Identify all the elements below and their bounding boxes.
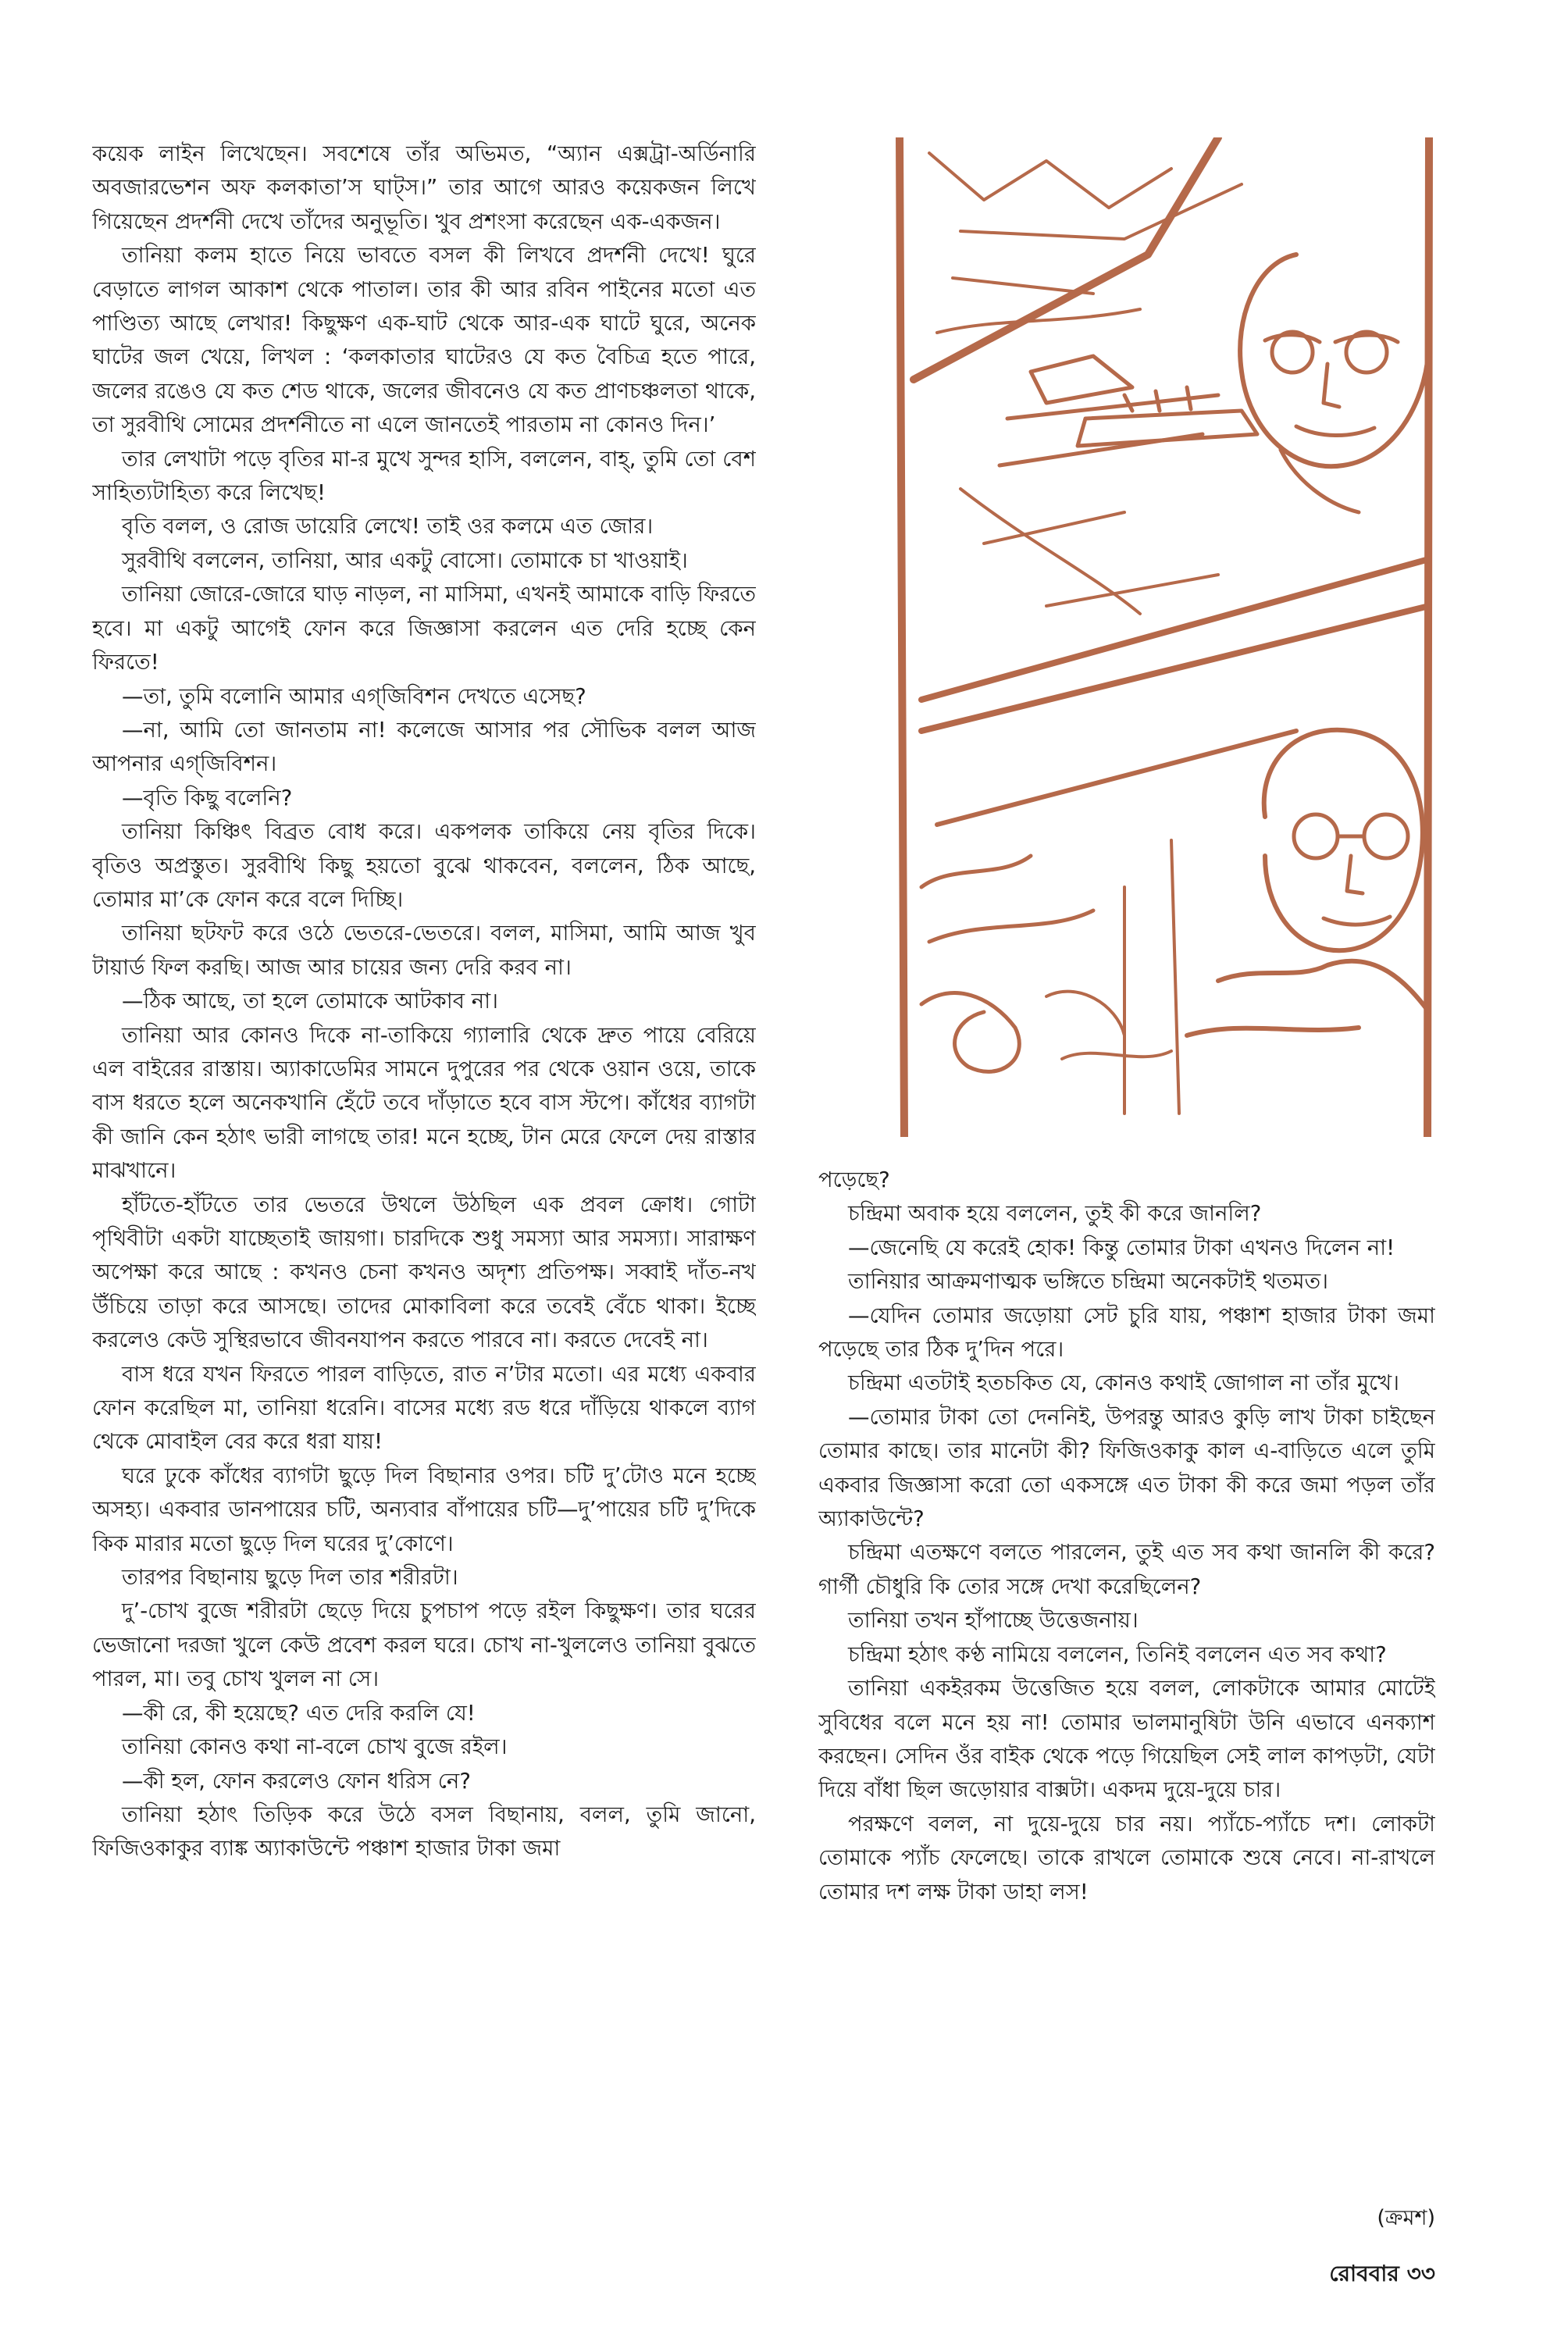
paragraph: —তোমার টাকা তো দেননিই, উপরন্তু আরও কুড়ি লাখ টাকা চাইছেন তোমার কাছে। তার মানেটা কী? ফিজিওকাকু কাল এ-বাড়িতে এলে তুমি একবার জিজ্ঞাসা করো তো একসঙ্গে এত টাকা কী করে জমা পড়ল তাঁর অ্যাকাউন্টে? (818, 1404, 1435, 1532)
paragraph: —জেনেছি যে করেই হোক! কিন্তু তোমার টাকা এখনও দিলেন না! (848, 1235, 1395, 1260)
paragraph: পড়েছে? (818, 1167, 890, 1192)
paragraph: —তা, তুমি বলোনি আমার এগ্‌জিবিশন দেখতে এসেছ? (122, 683, 586, 709)
paragraph: হাঁটতে-হাঁটতে তার ভেতরে উথলে উঠছিল এক প্রবল ক্রোধ। গোটা পৃথিবীটা একটা যাচ্ছেতাই জায়গা। চারদিকে শুধু সমস্যা আর সমস্যা। সারাক্ষণ অপেক্ষা করে আছে : কখনও চেনা কখনও অদৃশ্য প্রতিপক্ষ। সব্বাই দাঁত-নখ উঁচিয়ে তাড়া করে আসছে। তাদের মোকাবিলা করে তবেই বেঁচে থাকা। ইচ্ছে করলেও কেউ সুস্থিরভাবে জীবনযাপন করতে পারবে না। করতে দেবেই না। (92, 1192, 756, 1353)
page-number: ৩৩ (1406, 2261, 1435, 2286)
crowd-sketch (921, 856, 1093, 1071)
page-footer (1329, 2257, 1435, 2293)
paragraph: দু’-চোখ বুজে শরীরটা ছেড়ে দিয়ে চুপচাপ পড়ে রইল কিছুক্ষণ। তার ঘরের ভেজানো দরজা খুলে কেউ প্রবেশ করল ঘরে। চোখ না-খুললেও তানিয়া বুঝতে পারল, মা। তবু চোখ খুলল না সে। (92, 1598, 756, 1692)
paragraph: বৃতি বলল, ও রোজ ডায়েরি লেখে! তাই ওর কলমে এত জোর। (122, 514, 654, 540)
paragraph: কয়েক লাইন লিখেছেন। সবশেষে তাঁর অভিমত, “অ্যান এক্সট্রা-অর্ডিনারি অবজারভেশন অফ কলকাতা’স ঘাট্‌স।” তার আগে আরও কয়েকজন লিখে গিয়েছেন প্রদর্শনী দেখে তাঁদের অনুভূতি। খুব প্রশংসা করেছেন এক-একজন। (92, 141, 756, 234)
paragraph: তার লেখাটা পড়ে বৃতির মা-র মুখে সুন্দর হাসি, বললেন, বাহ্, তুমি তো বেশ সাহিত্যটাহিত্য করে লিখেছ! (92, 446, 756, 506)
paragraph: —কী রে, কী হয়েছে? এত দেরি করলি যে! (122, 1700, 476, 1726)
paragraph: পরক্ষণে বলল, না দুয়ে-দুয়ে চার নয়। প্যাঁচে-প্যাঁচে দশ। লোকটা তোমাকে প্যাঁচ ফেলেছে। তাকে রাখলে তোমাকে শুষে নেবে। না-রাখলে তোমার দশ লক্ষ টাকা ডাহা লস! (818, 1811, 1435, 1905)
paragraph: চন্দ্রিমা এতক্ষণে বলতে পারলেন, তুই এত সব কথা জানলি কী করে? গার্গী চৌধুরি কি তোর সঙ্গে দেখা করেছিলেন? (818, 1540, 1435, 1599)
window-frame (900, 137, 1429, 1137)
paragraph: চন্দ্রিমা অবাক হয়ে বললেন, তুই কী করে জানলি? (848, 1201, 1262, 1227)
sketch-illustration (890, 137, 1437, 1137)
paragraph: তানিয়া তখন হাঁপাচ্ছে উত্তেজনায়। (848, 1608, 1139, 1634)
right-text-column (818, 1164, 1435, 2147)
continued-label: (ক্রমশ) (1377, 2206, 1435, 2230)
paragraph: তানিয়া জোরে-জোরে ঘাড় নাড়ল, না মাসিমা, এখনই আমাকে বাড়ি ফিরতে হবে। মা একটু আগেই ফোন করে জিজ্ঞাসা করলেন এত দেরি হচ্ছে কেন ফিরতে! (92, 582, 756, 675)
boat-sketch (1078, 387, 1257, 446)
paragraph: বাস ধরে যখন ফিরতে পারল বাড়িতে, রাত ন’টার মতো। এর মধ্যে একবার ফোন করেছিল মা, তানিয়া ধরেনি। বাসের মধ্যে রড ধরে দাঁড়িয়ে থাকলে ব্যাগ থেকে মোবাইল বের করে ধরা যায়! (92, 1361, 756, 1455)
magazine-name: রোববার (1329, 2261, 1399, 2286)
paragraph: —না, আমি তো জানতাম না! কলেজে আসার পর সৌভিক বলল আজ আপনার এগ্‌জিবিশন। (92, 717, 756, 777)
paragraph: তানিয়া একইরকম উত্তেজিত হয়ে বলল, লোকটাকে আমার মোটেই সুবিধের বলে মনে হয় না! তোমার ভালমানুষিটা উনি এভাবে এনক্যাশ করছেন। সেদিন ওঁর বাইক থেকে পড়ে গিয়েছিল সেই লাল কাপড়টা, যেটা দিয়ে বাঁধা ছিল জড়োয়ার বাক্সটা। একদম দুয়ে-দুয়ে চার। (818, 1676, 1435, 1803)
paragraph: তানিয়া কোনও কথা না-বলে চোখ বুজে রইল। (122, 1734, 508, 1760)
man-portrait-bottom (1187, 730, 1429, 1035)
paragraph: চন্দ্রিমা হঠাৎ কণ্ঠ নামিয়ে বললেন, তিনিই বললেন এত সব কথা? (848, 1641, 1387, 1667)
paragraph: সুরবীথি বললেন, তানিয়া, আর একটু বোসো। তোমাকে চা খাওয়াই। (122, 547, 688, 573)
paragraph: ঘরে ঢুকে কাঁধের ব্যাগটা ছুড়ে দিল বিছানার ওপর। চটি দু’টোও মনে হচ্ছে অসহ্য। একবার ডানপায়ের চটি, অন্যবার বাঁপায়ের চটি—দু’পায়ের চটি দু’দিকে কিক মারার মতো ছুড়ে দিল ঘরের দু’কোণে। (92, 1463, 756, 1556)
paragraph: তানিয়া কিঞ্চিৎ বিব্রত বোধ করে। একপলক তাকিয়ে নেয় বৃতির দিকে। বৃতিও অপ্রস্তুত। সুরবীথি কিছু হয়তো বুঝে থাকবেন, বললেন, ঠিক আছে, তোমার মা’কে ফোন করে বলে দিচ্ছি। (92, 819, 756, 912)
man-portrait-top (1240, 255, 1429, 512)
paragraph: —কী হল, ফোন করলেও ফোন ধরিস নে? (122, 1768, 471, 1794)
paragraph: তানিয়া কলম হাতে নিয়ে ভাবতে বসল কী লিখবে প্রদর্শনী দেখে! ঘুরে বেড়াতে লাগল আকাশ থেকে পাতাল। তার কী আর রবিন পাইনের মতো এত পাণ্ডিত্য আছে লেখার! কিছুক্ষণ এক-ঘাট থেকে আর-এক ঘাটে ঘুরে, অনেক ঘাটের জল খেয়ে, লিখল : ‘কলকাতার ঘাটেরও যে কত বৈচিত্র হতে পারে, জলের রঙেও যে কত শেড থাকে, জলের জীবনেও যে কত প্রাণচঞ্চলতা থাকে, তা সুরবীথি সোমের প্রদর্শনীতে না এলে জানতেই পারতাম না কোনও দিন।’ (92, 243, 756, 438)
paragraph: তারপর বিছানায় ছুড়ে দিল তার শরীরটা। (122, 1565, 458, 1591)
left-text-column (92, 137, 756, 2199)
paragraph: তানিয়া আর কোনও দিকে না-তাকিয়ে গ্যালারি থেকে দ্রুত পায়ে বেরিয়ে এল বাইরের রাস্তায়। অ্যাকাডেমির সামনে দুপুরের পর থেকে ওয়ান ওয়ে, তাকে বাস ধরতে হলে অনেকখানি হেঁটে তবে দাঁড়াতে হবে বাস স্টপে। কাঁধের ব্যাগটা কী জানি কেন হঠাৎ ভারী লাগছে তার! মনে হচ্ছে, টান মেরে ফেলে দেয় রাস্তার মাঝখানে। (92, 1022, 756, 1184)
paragraph: —বৃতি কিছু বলেনি? (122, 785, 293, 811)
paragraph: তানিয়া হঠাৎ তিড়িক করে উঠে বসল বিছানায়, বলল, তুমি জানো, ফিজিওকাকুর ব্যাঙ্ক অ্যাকাউন্টে পঞ্চাশ হাজার টাকা জমা (92, 1801, 756, 1862)
paragraph: তানিয়া ছটফট করে ওঠে ভেতরে-ভেতরে। বলল, মাসিমা, আমি আজ খুব টায়ার্ড ফিল করছি। আজ আর চায়ের জন্য দেরি করব না। (92, 921, 756, 980)
paragraph: চন্দ্রিমা এতটাই হতচকিত যে, কোনও কথাই জোগাল না তাঁর মুখে। (848, 1370, 1400, 1396)
paragraph: —ঠিক আছে, তা হলে তোমাকে আটকাব না। (122, 989, 498, 1014)
paragraph: তানিয়ার আক্রমণাত্মক ভঙ্গিতে চন্দ্রিমা অনেকটাই থতমত। (848, 1269, 1329, 1295)
paragraph: —যেদিন তোমার জড়োয়া সেট চুরি যায়, পঞ্চাশ হাজার টাকা জমা পড়েছে তার ঠিক দু’দিন পরে। (818, 1303, 1435, 1363)
